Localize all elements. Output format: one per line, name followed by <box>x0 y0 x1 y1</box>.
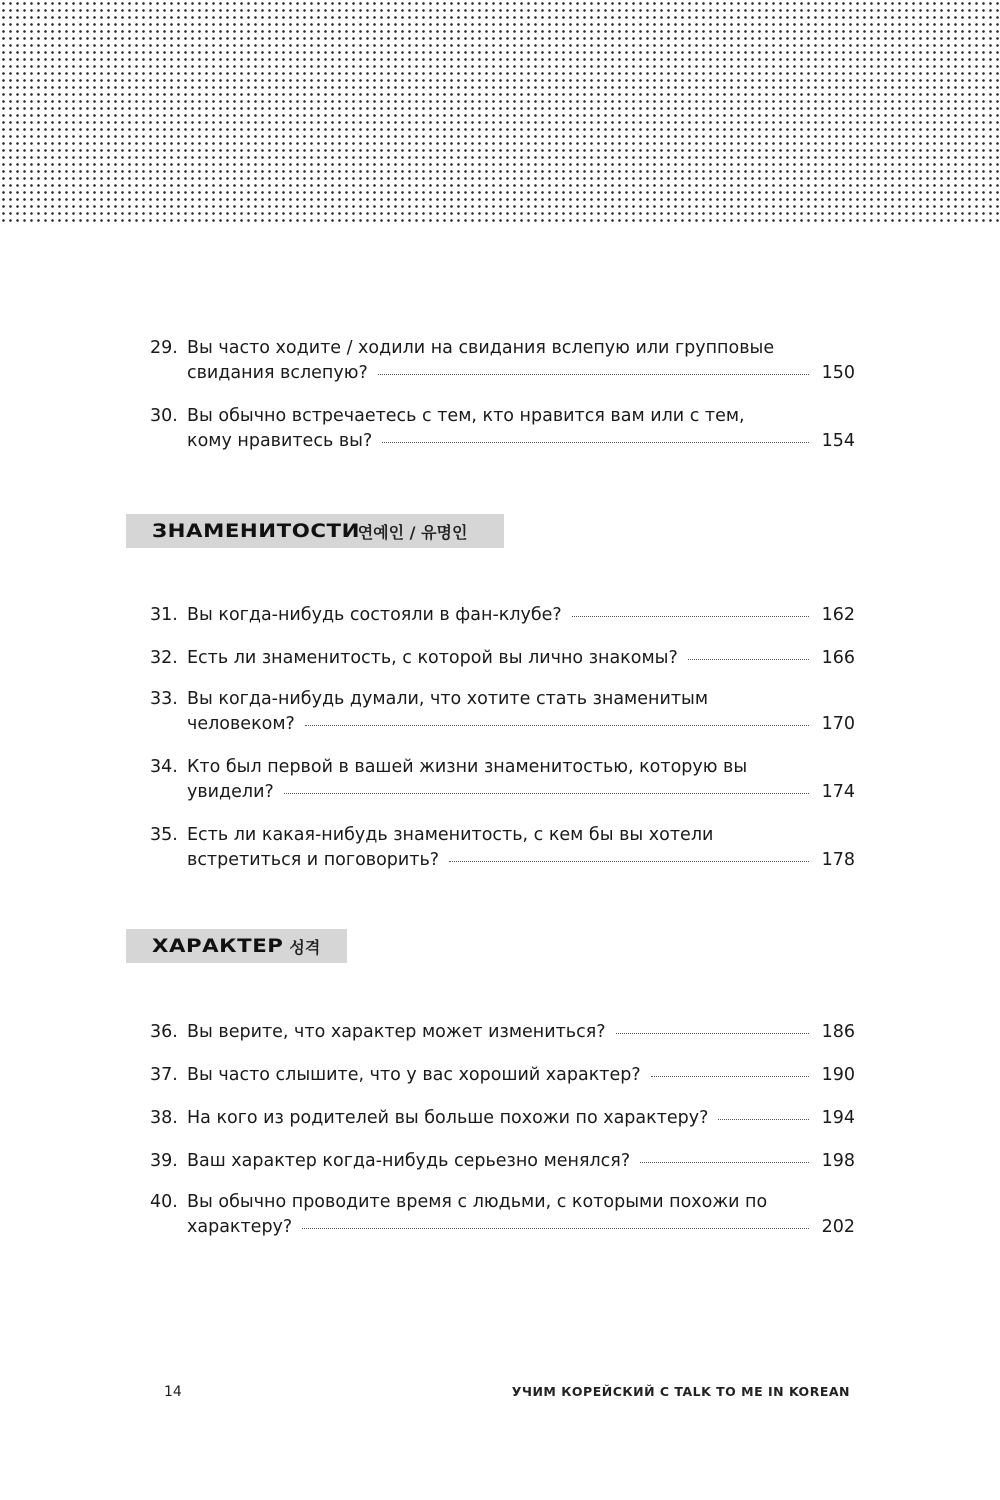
toc-entry-40[interactable] <box>150 1190 855 1240</box>
toc-entry-32[interactable] <box>150 646 855 671</box>
entry-number: 32. <box>150 648 178 668</box>
entry-title-cont: кому нравитесь вы? <box>187 431 373 451</box>
entry-number: 29. <box>150 338 178 358</box>
entry-title: Вы часто слышите, что у вас хороший характер? <box>187 1065 641 1085</box>
section-title-ru: ЗНАМЕНИТОСТИ <box>152 520 361 542</box>
section-header-celebrities <box>126 514 504 548</box>
entry-title-cont: увидели? <box>187 782 274 802</box>
dot-leader <box>640 1162 809 1163</box>
entry-page: 190 <box>821 1065 855 1085</box>
entry-page: 198 <box>821 1151 855 1171</box>
dot-leader <box>572 616 809 617</box>
entry-number: 38. <box>150 1108 178 1128</box>
entry-title-cont: свидания вслепую? <box>187 363 368 383</box>
toc-entry-36[interactable] <box>150 1020 855 1045</box>
entry-title: Есть ли какая-нибудь знаменитость, с кем бы вы хотели <box>187 825 714 845</box>
section-title-ko: 연예인 / 유명인 <box>357 522 468 542</box>
entry-number: 31. <box>150 605 178 625</box>
dot-leader <box>718 1119 809 1120</box>
entry-number: 40. <box>150 1192 178 1212</box>
toc-entry-33[interactable] <box>150 687 855 737</box>
toc-entry-31[interactable] <box>150 603 855 628</box>
dot-leader <box>302 1228 809 1229</box>
toc-entry-30[interactable] <box>150 404 855 454</box>
entry-page: 174 <box>821 782 855 802</box>
entry-title: На кого из родителей вы больше похожи по характеру? <box>187 1108 709 1128</box>
toc-entry-35[interactable] <box>150 823 855 873</box>
entry-title: Вы обычно проводите время с людьми, с которыми похожи по <box>187 1192 768 1212</box>
toc-entry-29[interactable] <box>150 336 855 386</box>
entry-number: 33. <box>150 689 178 709</box>
entry-title: Кто был первой в вашей жизни знаменитостью, которую вы <box>187 757 748 777</box>
entry-number: 34. <box>150 757 178 777</box>
dot-leader <box>651 1076 809 1077</box>
toc-entry-37[interactable] <box>150 1063 855 1088</box>
entry-page: 194 <box>821 1108 855 1128</box>
entry-page: 202 <box>821 1217 855 1237</box>
entry-title: Вы когда-нибудь состояли в фан-клубе? <box>187 605 562 625</box>
entry-title: Вы верите, что характер может измениться? <box>187 1022 606 1042</box>
entry-page: 178 <box>821 850 855 870</box>
dot-leader <box>449 861 809 862</box>
dot-leader <box>688 659 809 660</box>
entry-number: 39. <box>150 1151 178 1171</box>
entry-title: Вы часто ходите / ходили на свидания вслепую или групповые <box>187 338 775 358</box>
toc-entry-38[interactable] <box>150 1106 855 1131</box>
entry-number: 37. <box>150 1065 178 1085</box>
section-title-ko: 성격 <box>289 937 321 957</box>
entry-page: 186 <box>821 1022 855 1042</box>
dot-leader <box>378 374 809 375</box>
entry-page: 154 <box>821 431 855 451</box>
entry-page: 166 <box>821 648 855 668</box>
entry-page: 162 <box>821 605 855 625</box>
entry-title: Есть ли знаменитость, с которой вы лично знакомы? <box>187 648 678 668</box>
entry-title-cont: человеком? <box>187 714 295 734</box>
dot-leader <box>382 442 809 443</box>
footer-book-title: УЧИМ КОРЕЙСКИЙ С TALK TO ME IN KOREAN <box>511 1384 850 1399</box>
entry-title-cont: встретиться и поговорить? <box>187 850 440 870</box>
entry-title: Вы обычно встречаетесь с тем, кто нравится вам или с тем, <box>187 406 745 426</box>
dotted-header-pattern <box>0 0 1000 222</box>
entry-number: 35. <box>150 825 178 845</box>
dot-leader <box>284 793 809 794</box>
entry-title: Вы когда-нибудь думали, что хотите стать знаменитым <box>187 689 709 709</box>
toc-entry-34[interactable] <box>150 755 855 805</box>
dot-leader <box>305 725 809 726</box>
section-title-ru: ХАРАКТЕР <box>152 935 284 957</box>
footer-page-number: 14 <box>164 1384 182 1400</box>
entry-page: 170 <box>821 714 855 734</box>
entry-title-cont: характеру? <box>187 1217 293 1237</box>
dot-leader <box>616 1033 809 1034</box>
entry-number: 36. <box>150 1022 178 1042</box>
section-header-character <box>126 929 347 963</box>
entry-title: Ваш характер когда-нибудь серьезно менялся? <box>187 1151 631 1171</box>
entry-number: 30. <box>150 406 178 426</box>
toc-entry-39[interactable] <box>150 1149 855 1174</box>
entry-page: 150 <box>821 363 855 383</box>
